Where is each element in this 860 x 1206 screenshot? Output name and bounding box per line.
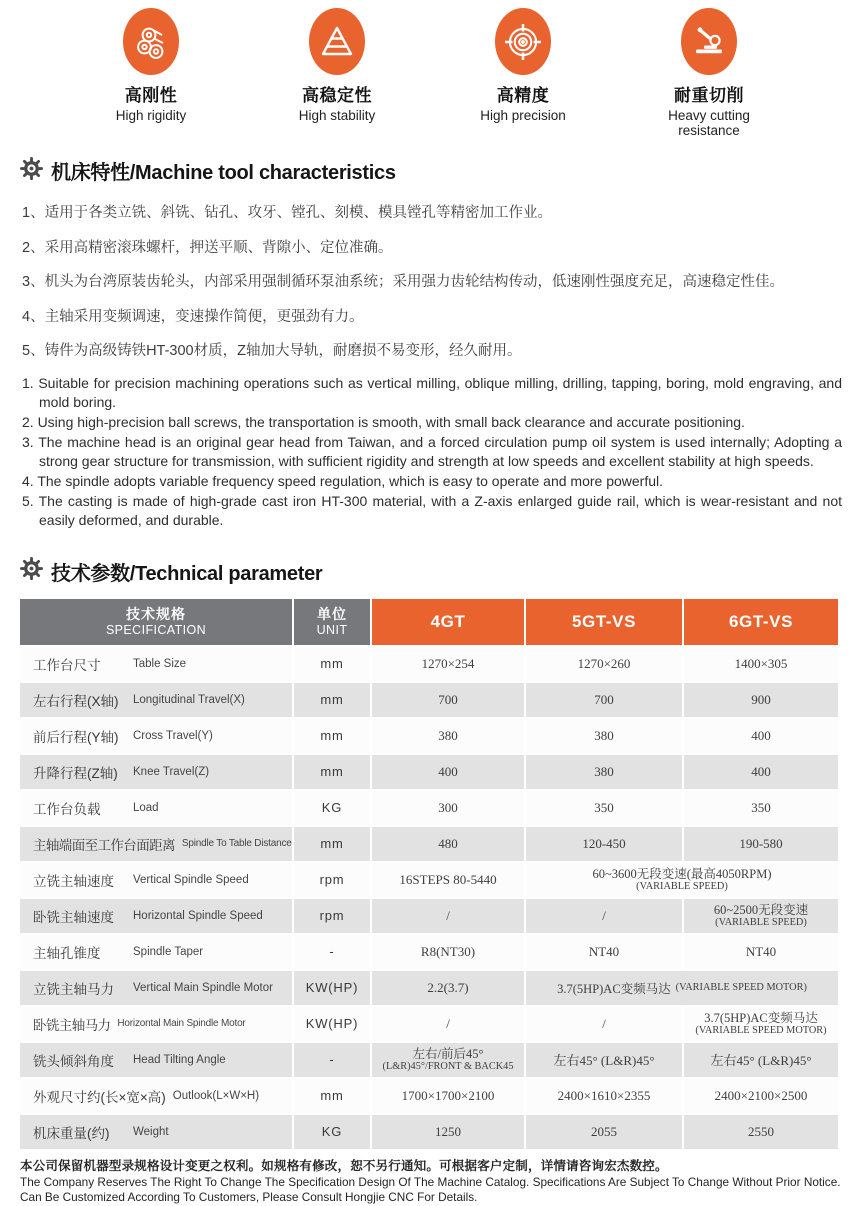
spec-label-en: Longitudinal Travel(X) — [133, 693, 245, 706]
spec-unit-cell: - — [294, 1043, 370, 1077]
spec-value-cell: 400 — [372, 755, 524, 789]
list-item-en: 2. Using high-precision ball screws, the transportation is smooth, with small back clearance and accurate positioning. — [22, 413, 745, 430]
spec-value-cell: 400 — [684, 755, 838, 789]
spec-label-cell — [20, 791, 292, 825]
spec-label-en: Weight — [133, 1125, 169, 1138]
list-item-en: 5. The casting is made of high-grade cast iron HT-300 material, with a Z-axis enlarged guide rail, which is wear-resistant and not easily deformed, and durable. — [22, 492, 842, 528]
spec-unit-cell: - — [294, 935, 370, 969]
spec-unit-cell: rpm — [294, 863, 370, 897]
footer-note-cn: 本公司保留机器型录规格设计变更之权利。如规格有修改，恕不另行通知。可根据客户定制，详情请咨询宏杰数控。 — [20, 1158, 668, 1173]
spec-unit-cell: KW(HP) — [294, 1007, 370, 1041]
spec-label-cn: 主轴端面至工作台面距离 — [33, 837, 175, 853]
spec-label-cell — [20, 1043, 292, 1077]
spec-label-cn: 工作台负载 — [33, 801, 101, 817]
spec-label-cell — [20, 755, 292, 789]
list-item-cn: 2、采用高精密滚珠螺杆，押送平顺、背隙小、定位准确。 — [22, 239, 393, 256]
section-title-text: 技术参数/Technical parameter — [51, 562, 323, 585]
spec-label-en: Spindle Taper — [133, 945, 204, 958]
spec-unit-cell: KW(HP) — [294, 971, 370, 1005]
spec-label-cn: 铣头倾斜角度 — [33, 1053, 114, 1069]
spec-label-en: Horizontal Spindle Speed — [133, 909, 263, 922]
spec-value-cell: 1270×260 — [526, 647, 682, 681]
section-title-text: 机床特性/Machine tool characteristics — [51, 162, 396, 185]
section-title-parameters — [20, 557, 860, 586]
table-header-spec — [20, 599, 292, 645]
spec-label-cn: 外观尺寸约(长×宽×高) — [33, 1089, 166, 1105]
spec-label-cn: 卧铣主轴马力 — [33, 1017, 111, 1033]
spec-label-cn: 机床重量(约) — [33, 1125, 110, 1141]
spec-label-cell — [20, 719, 292, 753]
spec-label-en: Horizontal Main Spindle Motor — [117, 1018, 246, 1030]
spec-label-en: Vertical Spindle Speed — [133, 873, 249, 886]
spec-value-cell: NT40 — [526, 935, 682, 969]
spec-label-cell — [20, 1079, 292, 1113]
spec-unit-cell: mm — [294, 755, 370, 789]
header-spec-cn: 技术规格 — [126, 606, 186, 623]
list-item-en: 4. The spindle adopts variable frequency speed regulation, which is easy to operate and more powerful. — [22, 472, 664, 489]
spec-value-cell — [684, 1007, 838, 1041]
spec-value-cell: 16STEPS 80-5440 — [372, 863, 524, 897]
spec-value-cell: 700 — [526, 683, 682, 717]
feature-label-en: High stability — [298, 108, 376, 123]
spec-value-cell: / — [372, 899, 524, 933]
spec-value-cell: / — [372, 1007, 524, 1041]
feature-label-cn: 高稳定性 — [302, 86, 372, 105]
feature-rigidity — [58, 8, 244, 138]
spec-value-sub: (VARIABLE SPEED MOTOR) — [675, 982, 807, 994]
spec-value-cell: 1250 — [372, 1115, 524, 1149]
spec-value-cell: / — [526, 899, 682, 933]
spec-label-cell — [20, 971, 292, 1005]
spec-label-cn: 工作台尺寸 — [33, 657, 101, 673]
feature-label-en: High precision — [480, 108, 566, 123]
feature-stability — [244, 8, 430, 138]
spec-value-cell: 380 — [372, 719, 524, 753]
spec-value-sub: (VARIABLE SPEED) — [715, 917, 807, 929]
spec-label-en: Head Tilting Angle — [133, 1053, 226, 1066]
spec-value-cell — [684, 899, 838, 933]
spec-value-cell: 左右45° (L&R)45° — [526, 1043, 682, 1077]
spec-unit-cell: mm — [294, 647, 370, 681]
stability-icon — [309, 8, 365, 75]
spec-value-sub: (VARIABLE SPEED) — [636, 881, 728, 893]
list-item-en: 1. Suitable for precision machining operations such as vertical milling, oblique milling, drilling, tapping, boring, mold engraving, and mold boring. — [22, 374, 842, 410]
spec-label-cell — [20, 647, 292, 681]
header-unit-cn: 单位 — [317, 606, 347, 623]
spec-unit-cell: mm — [294, 683, 370, 717]
spec-value-cell: 2400×2100×2500 — [684, 1079, 838, 1113]
spec-label-en: Outlook(L×W×H) — [172, 1089, 260, 1102]
spec-value-main: 左右/前后45° — [412, 1047, 484, 1062]
spec-value-sub: (VARIABLE SPEED MOTOR) — [695, 1025, 827, 1037]
spec-value-main: 60~3600无段变速(最高4050RPM) — [592, 867, 772, 882]
spec-value-main: 60~2500无段变速 — [713, 903, 809, 918]
rigidity-icon — [123, 8, 179, 75]
spec-value-cell: 2400×1610×2355 — [526, 1079, 682, 1113]
feature-label-en: Heavy cutting resistance — [668, 108, 750, 139]
spec-value-cell: 2055 — [526, 1115, 682, 1149]
spec-value-main: 3.7(5HP)AC变频马达 — [704, 1011, 818, 1026]
spec-label-cell — [20, 863, 292, 897]
list-item-cn: 1、适用于各类立铣、斜铣、钻孔、攻牙、镗孔、刻模、模具镗孔等精密加工作业。 — [22, 205, 553, 222]
table-header-model-4gt: 4GT — [372, 599, 524, 645]
spec-value-sub: (L&R)45°/FRONT & BACK45 — [382, 1061, 514, 1073]
spec-label-cn: 左右行程(X轴) — [33, 693, 119, 709]
spec-label-cn: 主轴孔锥度 — [33, 945, 101, 961]
spec-label-en: Load — [133, 801, 159, 814]
table-header-model-6gt-vs: 6GT-VS — [684, 599, 838, 645]
spec-value-cell: 900 — [684, 683, 838, 717]
spec-label-cn: 立铣主轴马力 — [33, 981, 114, 997]
characteristics-list-cn — [22, 201, 840, 360]
spec-value-cell: 1700×1700×2100 — [372, 1079, 524, 1113]
header-spec-en: SPECIFICATION — [105, 622, 207, 637]
spec-label-en: Vertical Main Spindle Motor — [133, 981, 273, 994]
spec-value-cell: 300 — [372, 791, 524, 825]
spec-value-cell: 1270×254 — [372, 647, 524, 681]
list-item-cn: 4、主轴采用变频调速，变速操作简便，更强劲有力。 — [22, 308, 364, 325]
gear-icon — [20, 157, 43, 185]
spec-label-cn: 升降行程(Z轴) — [33, 765, 118, 781]
heavy-cutting-icon — [681, 8, 737, 75]
spec-value-cell — [526, 863, 838, 897]
spec-value-cell — [372, 1043, 524, 1077]
table-header-model-5gt-vs: 5GT-VS — [526, 599, 682, 645]
spec-value-cell: 380 — [526, 719, 682, 753]
spec-value-cell: 380 — [526, 755, 682, 789]
spec-label-cell — [20, 827, 292, 861]
feature-heavy-cutting — [616, 8, 802, 138]
spec-value-cell: 700 — [372, 683, 524, 717]
list-item-cn: 3、机头为台湾原装齿轮头，内部采用强制循环泵油系统；采用强力齿轮结构传动，低速刚性强度充足，高速稳定性佳。 — [22, 274, 785, 291]
spec-value-cell — [526, 971, 838, 1005]
feature-label-cn: 高精度 — [496, 86, 550, 105]
spec-value-cell: 350 — [526, 791, 682, 825]
footer-note-en: The Company Reserves The Right To Change The Specification Design Of The Machine Catalog. Specifications Are Subject To Change Without Prior Notice. Can Be Customized According To Customers, Please Consult Hongjie CNC For Details. — [20, 1174, 841, 1205]
feature-label-cn: 高刚性 — [124, 86, 178, 105]
spec-value-cell: 400 — [684, 719, 838, 753]
spec-value-main: 3.7(5HP)AC变频马达 — [557, 981, 671, 996]
spec-label-cn: 卧铣主轴速度 — [33, 909, 114, 925]
characteristics-list-en — [22, 374, 842, 530]
spec-label-cell — [20, 899, 292, 933]
spec-label-cell — [20, 935, 292, 969]
spec-value-cell: NT40 — [684, 935, 838, 969]
feature-label-cn: 耐重切削 — [674, 86, 744, 105]
spec-unit-cell: KG — [294, 791, 370, 825]
spec-label-cell — [20, 683, 292, 717]
spec-value-cell: 2.2(3.7) — [372, 971, 524, 1005]
feature-row — [0, 0, 860, 138]
spec-label-en: Cross Travel(Y) — [133, 729, 213, 742]
header-unit-en: UNIT — [316, 622, 348, 637]
spec-value-cell: R8(NT30) — [372, 935, 524, 969]
footer — [20, 1156, 842, 1206]
spec-label-cell — [20, 1115, 292, 1149]
spec-value-cell: 1400×305 — [684, 647, 838, 681]
spec-label-cn: 立铣主轴速度 — [33, 873, 114, 889]
section-title-characteristics — [20, 156, 860, 185]
feature-precision — [430, 8, 616, 138]
spec-table — [20, 599, 838, 1149]
gear-icon — [20, 557, 43, 585]
spec-label-en: Table Size — [133, 657, 187, 670]
spec-unit-cell: mm — [294, 719, 370, 753]
spec-label-en: Knee Travel(Z) — [133, 765, 210, 778]
spec-value-cell: 350 — [684, 791, 838, 825]
spec-unit-cell: mm — [294, 827, 370, 861]
list-item-cn: 5、铸件为高级铸铁HT-300材质，Z轴加大导轨，耐磨损不易变形，经久耐用。 — [22, 343, 522, 360]
spec-label-en: Spindle To Table Distance — [181, 838, 292, 850]
feature-label-en: High rigidity — [115, 108, 187, 123]
spec-value-cell: 480 — [372, 827, 524, 861]
spec-value-cell: 190-580 — [684, 827, 838, 861]
spec-value-cell: 2550 — [684, 1115, 838, 1149]
spec-label-cell — [20, 1007, 292, 1041]
table-header-unit — [294, 599, 370, 645]
spec-unit-cell: KG — [294, 1115, 370, 1149]
spec-label-cn: 前后行程(Y轴) — [33, 729, 119, 745]
list-item-en: 3. The machine head is an original gear head from Taiwan, and a forced circulation pump oil system is used internally; Adopting a strong gear structure for transmission, with sufficient rigidity and strength at low speeds and excellent stability at high speeds. — [22, 433, 842, 469]
spec-value-cell: 120-450 — [526, 827, 682, 861]
spec-value-cell: / — [526, 1007, 682, 1041]
precision-icon — [495, 8, 551, 75]
spec-unit-cell: rpm — [294, 899, 370, 933]
spec-unit-cell: mm — [294, 1079, 370, 1113]
spec-value-cell: 左右45° (L&R)45° — [684, 1043, 838, 1077]
